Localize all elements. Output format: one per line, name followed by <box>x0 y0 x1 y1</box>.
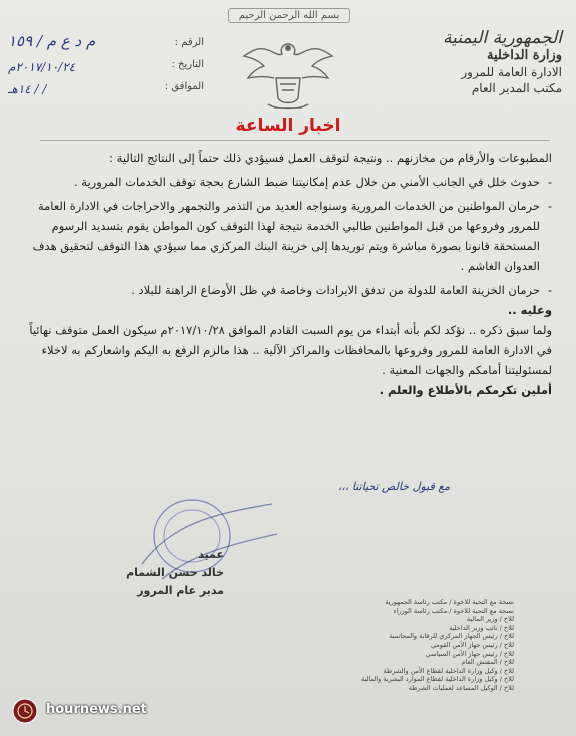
eagle-emblem-icon <box>238 34 338 118</box>
signatory-name: خالد حسن الشمام <box>126 566 224 579</box>
republic-title: الجمهورية اليمنية <box>442 28 562 48</box>
cc-item: للاخ / المفتش العام <box>461 658 514 667</box>
department-name: الادارة العامة للمرور <box>461 65 562 79</box>
cc-item: للاخ / وكيل وزارة الداخلية لقطاع الموارد البشرية والمالية <box>361 675 514 684</box>
closing-greeting: مع قبول خالص تحياتنا ،،، <box>337 480 450 493</box>
signature-block <box>54 546 224 600</box>
cc-item: للاخ / رئيس الجهاز المركزي للرقابة والمحاسبة <box>389 632 514 641</box>
date-label: التاريخ : <box>171 59 204 70</box>
site-logo-icon <box>12 698 38 724</box>
cc-list <box>264 598 514 693</box>
closing-request: أملين تكرمكم بالأطلاع والعلم . <box>379 383 552 397</box>
news-stamp: اخبار الساعة <box>235 116 341 136</box>
reference-row <box>8 32 204 54</box>
consequence-item: - حرمان المواطنين من الخدمات المرورية وسنواجه العديد من التذمر والتجمهر والاحراجات في الادارة العامة للمرور وفروعها من قبل المواطنين طالبي الخدمة نتيجة لهذا التوقف كون المواطن يقوم بتسديد الرسوم المستحقة قانونا بصورة مباشرة ويتم توريدها إلى خزينة البنك المركزي مما سيؤدي هذا التوقف لتحقيق هدف العدوان الغاشم . <box>28 196 552 276</box>
reference-value: م د ع م / ١٥٩ <box>8 32 96 50</box>
date-value: ٢٠١٧/١٠/٢٤م <box>8 60 76 74</box>
office-name: مكتب المدير العام <box>471 81 562 95</box>
intro-paragraph: المطبوعات والأرقام من مخازنهم .. ونتيجة لتوقف العمل فسيؤدي ذلك حتماً إلى النتائج التالية : <box>109 151 552 165</box>
cc-item: للاخ / نائب وزير الداخلية <box>449 623 514 632</box>
conclusion-paragraph: ولما سبق ذكره .. نؤكد لكم بأنه أبتداء من يوم السبت القادم الموافق ٢٠١٧/١٠/٢٨م سيكون العمل متوقف نهائياً في الادارة العامة للمرور وفروعها بالمحافظات والمراكز الآلية .. هذا مالزم الرفع به اليكم واشعاركم به لاخلاء لمسئوليتنا أمامكم والجهات المعنية . <box>29 323 552 377</box>
hijri-label: الموافق : <box>164 81 204 92</box>
cc-item: للاخ / وكيل وزارة الداخلية لقطاع الأمن والشرطة <box>383 666 514 675</box>
reference-label: الرقم : <box>174 37 204 48</box>
cc-item: نسخة مع التحية للاخوة / مكتب رئاسة الوزراء <box>393 606 514 615</box>
cc-item: للاخ / وزير المالية <box>466 615 514 624</box>
header-divider <box>40 140 550 141</box>
consequence-item: - حرمان الخزينة العامة للدولة من تدفق الايرادات وخاصة في ظل الأوضاع الراهنة للبلاد . <box>28 280 552 300</box>
therefore-heading: وعليه .. <box>507 303 552 317</box>
signatory-title: مدير عام المرور <box>137 584 224 597</box>
site-watermark: hournews.net <box>46 702 147 717</box>
date-row <box>8 54 204 76</box>
cc-item: نسخة مع التحية للاخوة / مكتب رئاسة الجمهورية <box>385 598 514 606</box>
basmala-header: بسم الله الرحمن الرحيم <box>228 8 350 23</box>
hijri-value: / / ١٤هـ <box>8 82 47 96</box>
consequence-item: - حدوث خلل في الجانب الأمني من خلال عدم إمكانيتنا ضبط الشارع بحجة توقف الخدمات المرورية . <box>28 172 552 192</box>
hijri-row <box>8 76 204 98</box>
letter-body <box>28 148 552 400</box>
cc-item: للاخ / رئيس جهاز الأمن القومي <box>430 640 514 649</box>
ministry-block <box>392 28 562 96</box>
cc-item: للاخ / رئيس جهاز الأمن السياسي <box>425 649 514 658</box>
ministry-name: وزارة الداخلية <box>486 48 562 63</box>
cc-item: للاخ / الوكيل المساعد لعمليات الشرطة <box>408 683 514 692</box>
signatory-rank: عميد <box>198 548 224 561</box>
reference-block <box>8 32 204 98</box>
